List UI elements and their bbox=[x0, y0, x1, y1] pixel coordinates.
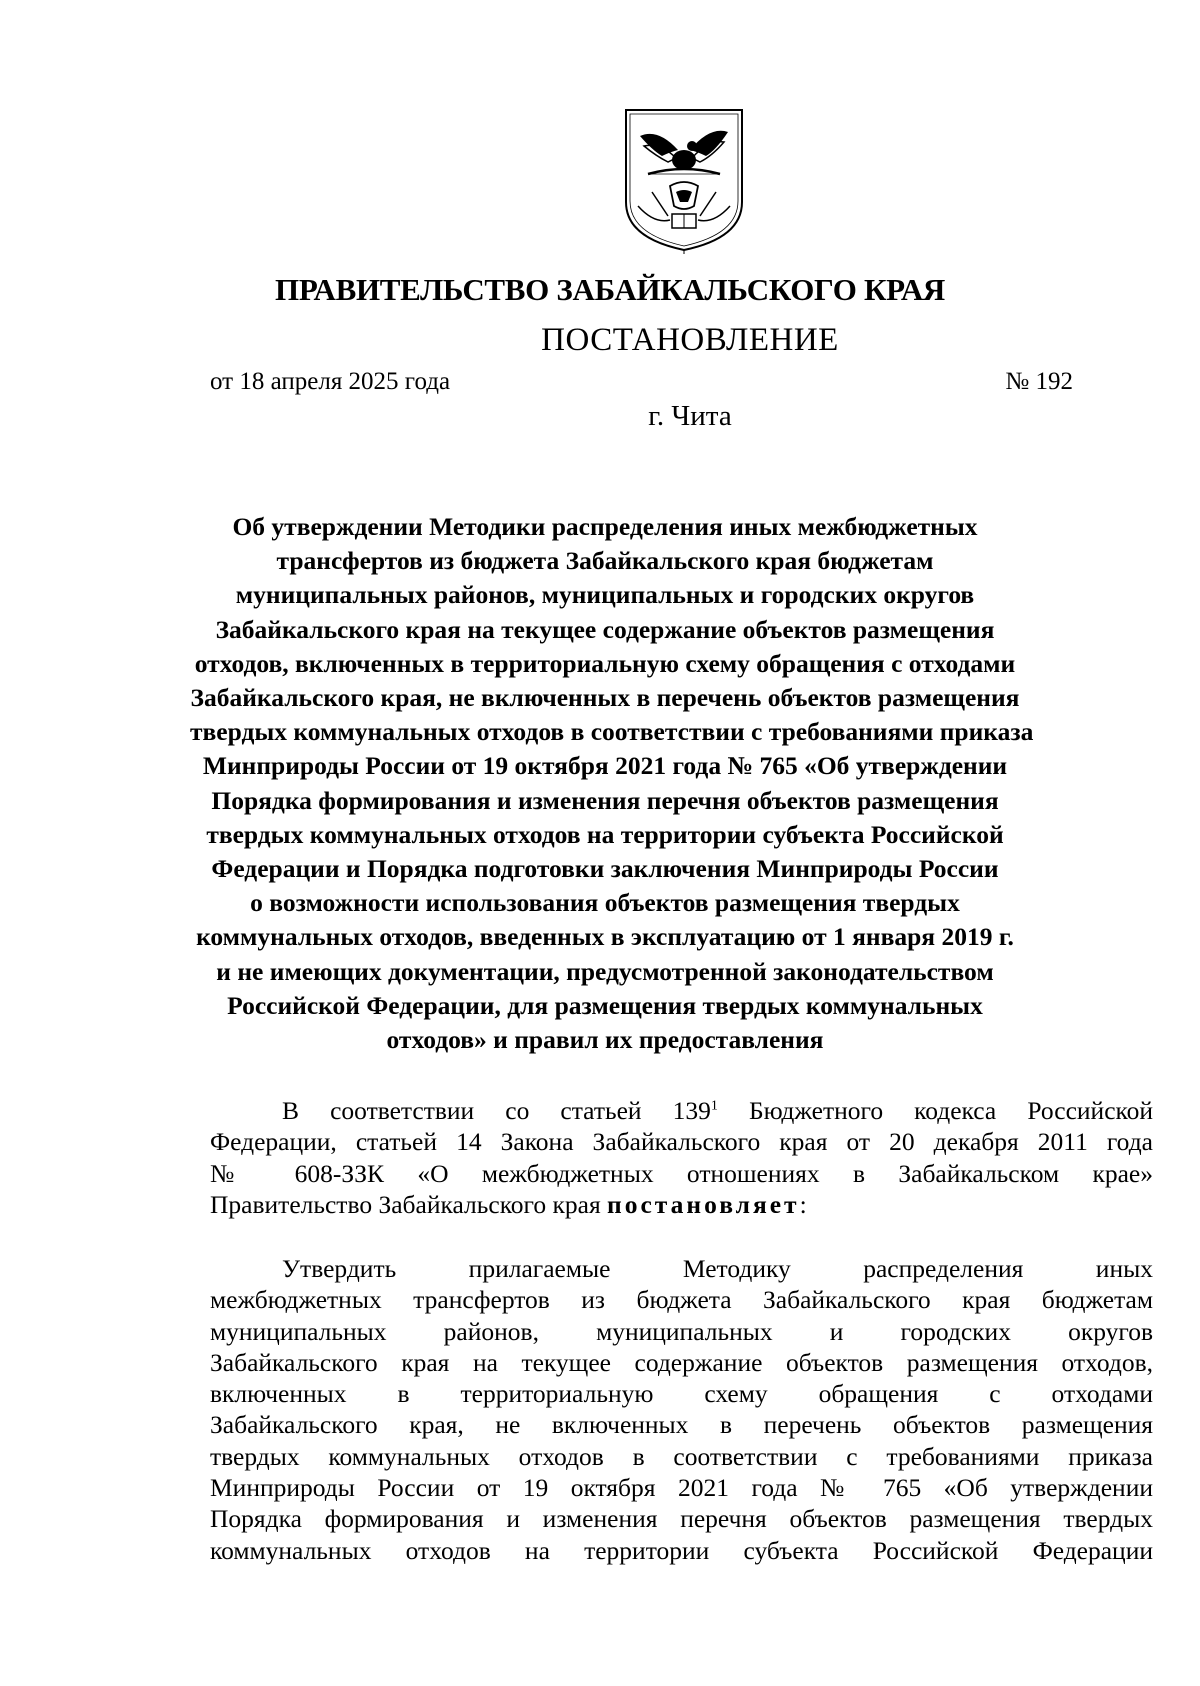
heading-line: о возможности использования объектов размещения твердых bbox=[250, 888, 960, 918]
document-type: ПОСТАНОВЛЕНИЕ bbox=[541, 322, 839, 358]
paragraph-line: № 608-ЗЗК «О межбюджетных отношениях в Забайкальском крае» bbox=[210, 1158, 1153, 1188]
heading-line: твердых коммунальных отходов в соответствии с требованиями приказа bbox=[190, 717, 1034, 747]
paragraph-line: Федерации, статьей 14 Закона Забайкальского края от 20 декабря 2011 года bbox=[210, 1127, 1153, 1157]
document-heading bbox=[190, 510, 1034, 1057]
heading-line: твердых коммунальных отходов на территории субъекта Российской bbox=[206, 819, 1004, 849]
heading-line: коммунальных отходов, введенных в эксплуатацию от 1 января 2019 г. bbox=[196, 922, 1014, 952]
paragraph-line: Забайкальского края, не включенных в перечень объектов размещения bbox=[210, 1410, 1153, 1440]
heading-line: Порядка формирования и изменения перечня объектов размещения bbox=[211, 785, 999, 815]
paragraph-line bbox=[210, 1095, 1153, 1126]
paragraph-line: межбюджетных трансфертов из бюджета Забайкальского края бюджетам bbox=[210, 1285, 1153, 1315]
heading-line: муниципальных районов, муниципальных и городских округов bbox=[235, 580, 975, 610]
paragraph-line: включенных в территориальную схему обращения с отходами bbox=[210, 1379, 1153, 1409]
heading-line: Забайкальского края на текущее содержание объектов размещения bbox=[215, 614, 995, 644]
document-number: № 192 bbox=[1005, 368, 1073, 395]
paragraph-line bbox=[210, 1189, 1153, 1220]
approval-paragraph bbox=[210, 1253, 1153, 1566]
paragraph-line: Порядка формирования и изменения перечня объектов размещения твердых bbox=[210, 1504, 1153, 1534]
paragraph-line: Забайкальского края на текущее содержание объектов размещения отходов, bbox=[210, 1347, 1153, 1377]
document-city: г. Чита bbox=[648, 400, 732, 432]
resolves-keyword: постановляет bbox=[607, 1189, 800, 1219]
heading-line: трансфертов из бюджета Забайкальского края бюджетам bbox=[276, 546, 934, 576]
paragraph-line: коммунальных отходов на территории субъекта Российской Федерации bbox=[210, 1535, 1153, 1565]
paragraph-line: муниципальных районов, муниципальных и городских округов bbox=[210, 1316, 1153, 1346]
superscript: 1 bbox=[710, 1098, 718, 1114]
paragraph-text: : bbox=[799, 1189, 807, 1219]
document-date: от 18 апреля 2025 года bbox=[210, 368, 451, 395]
heading-line: отходов, включенных в территориальную схему обращения с отходами bbox=[194, 648, 1016, 678]
coat-of-arms-icon bbox=[618, 106, 750, 254]
heading-line: Минприроды России от 19 октября 2021 года № 765 «Об утверждении bbox=[202, 751, 1008, 781]
preamble-paragraph bbox=[210, 1095, 1153, 1220]
paragraph-text: Правительство Забайкальского края bbox=[210, 1189, 608, 1219]
paragraph-line: твердых коммунальных отходов в соответствии с требованиями приказа bbox=[210, 1441, 1153, 1471]
heading-line: Забайкальского края, не включенных в перечень объектов размещения bbox=[190, 683, 1020, 713]
heading-line: Федерации и Порядка подготовки заключения Минприроды России bbox=[211, 854, 999, 884]
heading-line: отходов» и правил их предоставления bbox=[386, 1025, 824, 1055]
heading-line: и не имеющих документации, предусмотренной законодательством bbox=[216, 956, 994, 986]
paragraph-text: Бюджетного кодекса Российской bbox=[717, 1096, 1153, 1125]
paragraph-line: Минприроды России от 19 октября 2021 года № 765 «Об утверждении bbox=[210, 1473, 1153, 1503]
paragraph-line: Утвердить прилагаемые Методику распределения иных bbox=[282, 1254, 1153, 1283]
government-title: ПРАВИТЕЛЬСТВО ЗАБАЙКАЛЬСКОГО КРАЯ bbox=[275, 272, 945, 307]
heading-line: Об утверждении Методики распределения иных межбюджетных bbox=[232, 512, 978, 541]
paragraph-text: В соответствии со статьей 139 bbox=[282, 1096, 711, 1125]
heading-line: Российской Федерации, для размещения твердых коммунальных bbox=[227, 990, 983, 1020]
